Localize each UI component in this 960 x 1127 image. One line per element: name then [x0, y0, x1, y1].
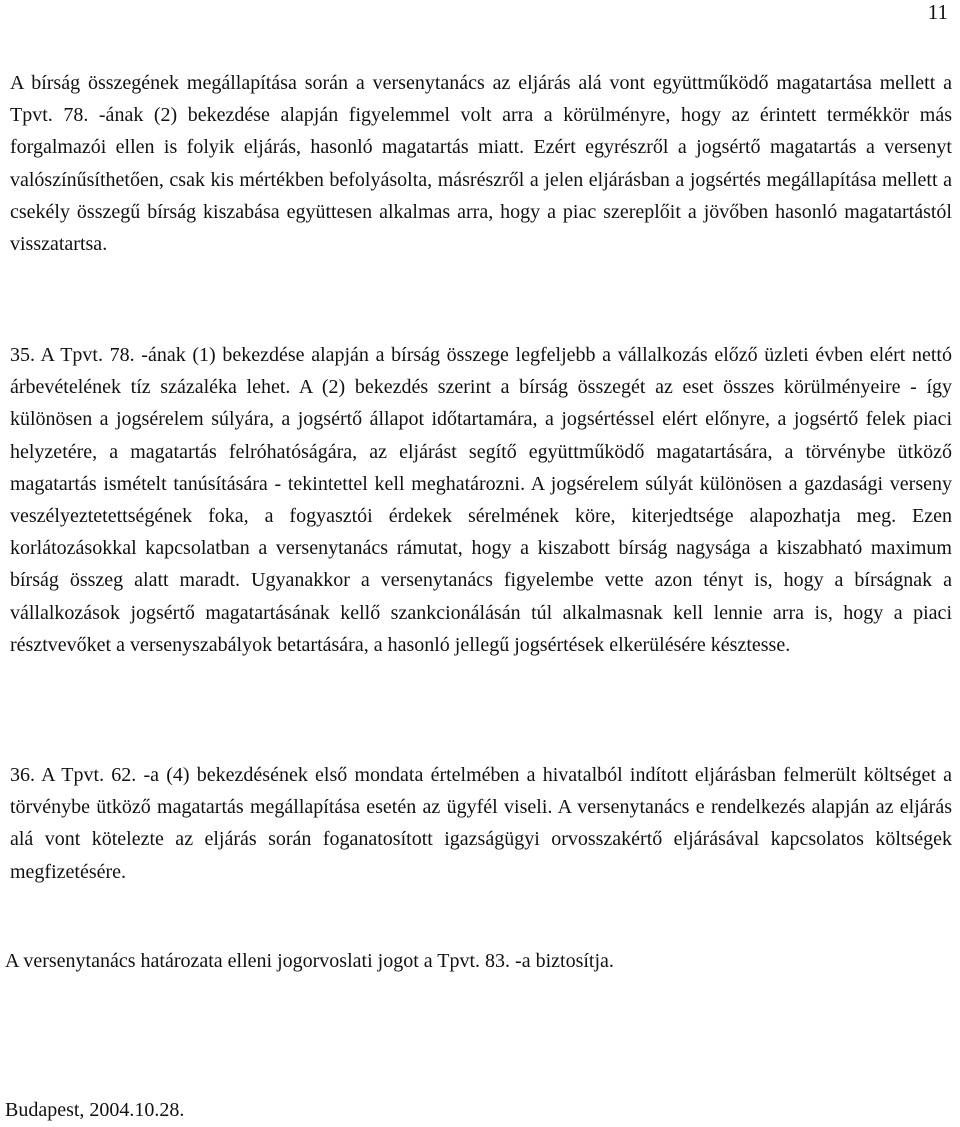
page-number: 11: [927, 0, 948, 24]
paragraph-fine-assessment: A bírság összegének megállapítása során a versenytanács az eljárás alá vont együttműködő magatartása mellett a Tpvt. 78. -ának (2) bekezdése alapján figyelemmel volt arra a körülményre, hogy az érintett termékkör más forgalmazói ellen is folyik eljárás, hasonló magatartás miatt. Ezért egyrészről a jogsértő magatartás a versenyt valószínűsíthetően, csak kis mértékben befolyásolta, másrészről a jelen eljárásban a jogsértés megállapítása mellett a csekély összegű bírság kiszabása együttesen alkalmas arra, hogy a piac szereplőit a jövőben hasonló magatartástól visszatartsa.: [10, 72, 952, 256]
paragraph-35-fine-limits: 35. A Tpvt. 78. -ának (1) bekezdése alapján a bírság összege legfeljebb a vállalkozás előző üzleti évben elért nettó árbevételének tíz százaléka lehet. A (2) bekezdés szerint a bírság összegét az eset összes körülményeire - így különösen a jogsérelem súlyára, a jogsértő állapot időtartamára, a jogsértéssel elért előnyre, a jogsértő felek piaci helyzetére, a magatartás felróhatóságára, az eljárást segítő együttműködő magatartására, a törvénybe ütköző magatartás ismételt tanúsítására - tekintettel kell meghatározni. A jogsérelem súlyát különösen a gazdasági verseny veszélyeztetettségének foka, a fogyasztói érdekek sérelmének köre, kiterjedtsége alapozhatja meg. Ezen korlátozásokkal kapcsolatban a versenytanács rámutat, hogy a kiszabott bírság nagysága a kiszabható maximum bírság összeg alatt maradt. Ugyanakkor a versenytanács figyelembe vette azon tényt is, hogy a bírságnak a vállalkozások jogsértő magatartásának kellő szankcionálásán túl alkalmasnak kell lennie arra is, hogy a piaci résztvevőket a versenyszabályok betartására, a hasonló jellegű jogsértések elkerülésére késztesse.: [10, 344, 952, 656]
paragraph-36-procedural-costs: 36. A Tpvt. 62. -a (4) bekezdésének első mondata értelmében a hivatalból indított eljárásban felmerült költséget a törvénybe ütköző magatartás megállapítása esetén az ügyfél viseli. A versenytanács e rendelkezés alapján az eljárás alá vont kötelezte az eljárás során foganatosított igazságügyi orvosszakértő eljárásával kapcsolatos költségek megfizetésére.: [10, 764, 952, 883]
place-and-date: Budapest, 2004.10.28.: [5, 1099, 185, 1121]
paragraph-legal-remedy: A versenytanács határozata elleni jogorvoslati jogot a Tpvt. 83. -a biztosítja.: [5, 950, 614, 972]
